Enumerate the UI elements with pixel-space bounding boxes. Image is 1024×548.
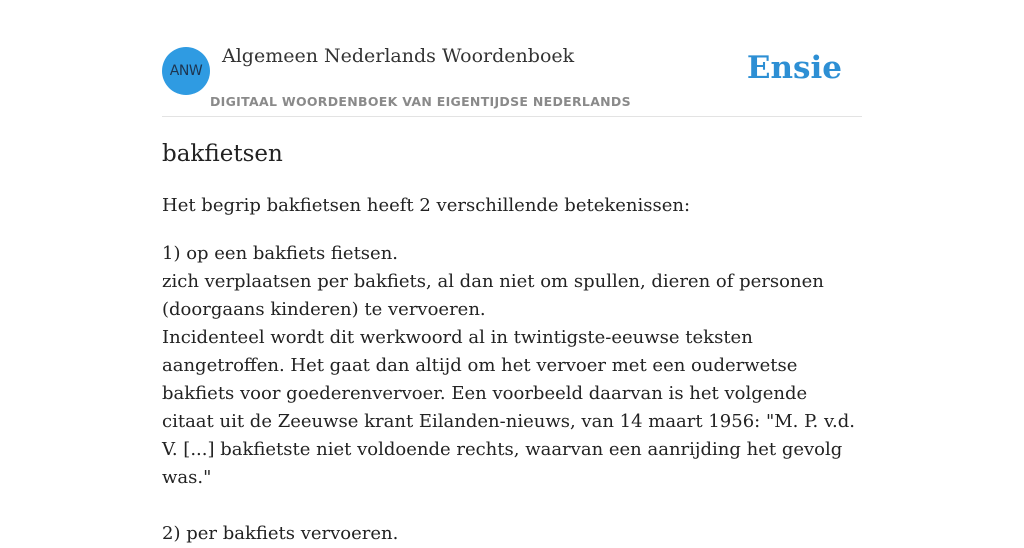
entry-title: bakfietsen xyxy=(162,141,283,167)
meaning-1-definition: zich verplaatsen per bakfiets, al dan niet om spullen, dieren of personen (doorgaans kinderen) te vervoeren. xyxy=(162,271,824,320)
entry-intro: Het begrip bakfietsen heeft 2 verschillende betekenissen: xyxy=(162,195,691,216)
meaning-1-heading: 1) op een bakfiets fietsen. xyxy=(162,243,399,264)
site-header xyxy=(162,0,862,117)
meaning-1 xyxy=(162,240,862,492)
meaning-2-heading: 2) per bakfiets vervoeren. xyxy=(162,523,399,544)
anw-logo[interactable]: ANW xyxy=(162,47,210,95)
dictionary-subtitle: DIGITAAL WOORDENBOEK VAN EIGENTIJDSE NEDERLANDS xyxy=(210,94,631,109)
meaning-1-note: Incidenteel wordt dit werkwoord al in twintigste-eeuwse teksten aangetroffen. Het gaat dan altijd om het vervoer met een ouderwetse bakfiets voor goederenvervoer. Een voorbeeld daarvan is het volgende citaat uit de Zeeuwse krant Eilanden-nieuws, van 14 maart 1956: "M. P. v.d. V. [...] bakfietste niet voldoende rechts, waarvan een aanrijding het gevolg was." xyxy=(162,327,855,488)
ensie-logo[interactable]: Ensie xyxy=(746,50,842,86)
meanings-list xyxy=(162,240,862,548)
meaning-2 xyxy=(162,520,862,548)
page xyxy=(162,0,862,544)
dictionary-title[interactable]: Algemeen Nederlands Woordenboek xyxy=(222,45,575,67)
entry-content xyxy=(162,138,862,548)
